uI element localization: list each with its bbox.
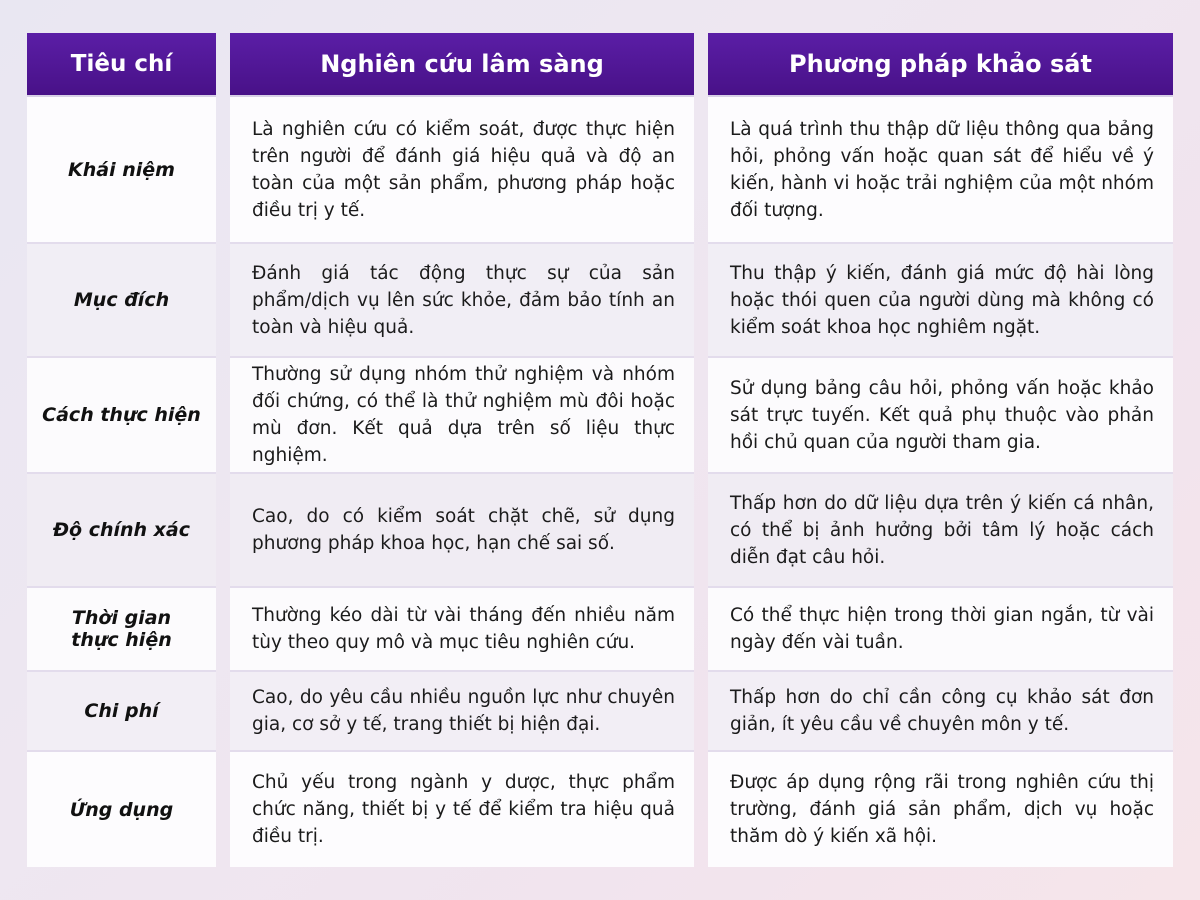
survey-cell: [708, 752, 1173, 867]
clinical-cell: [230, 358, 694, 474]
criterion-cell: Thời gian thực hiện: [27, 588, 216, 672]
survey-text: Thu thập ý kiến, đánh giá mức độ hài lòng hoặc thói quen của người dùng mà không có kiểm soát khoa học nghiêm ngặt.: [730, 262, 1154, 338]
clinical-text: Thường kéo dài từ vài tháng đến nhiều năm tùy theo quy mô và mục tiêu nghiên cứu.: [252, 605, 675, 653]
clinical-text: Chủ yếu trong ngành y dược, thực phẩm chức năng, thiết bị y tế để kiểm tra hiệu quả điều trị.: [252, 772, 675, 847]
clinical-research-column: [230, 33, 694, 867]
criteria-column: [27, 33, 216, 867]
survey-method-column: [708, 33, 1173, 867]
survey-text: Là quá trình thu thập dữ liệu thông qua bảng hỏi, phỏng vấn hoặc quan sát để hiểu về ý kiến, hành vi hoặc trải nghiệm của một nhóm đối tượng.: [730, 118, 1154, 221]
survey-text: Có thể thực hiện trong thời gian ngắn, từ vài ngày đến vài tuần.: [730, 605, 1154, 653]
clinical-cell: [230, 474, 694, 588]
header-criteria: Tiêu chí: [27, 33, 216, 97]
criterion-cell: Mục đích: [27, 244, 216, 358]
clinical-cell: [230, 244, 694, 358]
survey-text: Thấp hơn do dữ liệu dựa trên ý kiến cá nhân, có thể bị ảnh hưởng bởi tâm lý hoặc cách diễn đạt câu hỏi.: [730, 492, 1154, 568]
survey-text: Thấp hơn do chỉ cần công cụ khảo sát đơn giản, ít yêu cầu về chuyên môn y tế.: [730, 687, 1154, 735]
survey-cell: [708, 588, 1173, 672]
survey-text: Được áp dụng rộng rãi trong nghiên cứu thị trường, đánh giá sản phẩm, dịch vụ hoặc thăm dò ý kiến xã hội.: [730, 772, 1154, 847]
clinical-cell: [230, 97, 694, 244]
survey-cell: [708, 97, 1173, 244]
clinical-cell: [230, 672, 694, 752]
survey-cell: [708, 358, 1173, 474]
clinical-text: Là nghiên cứu có kiểm soát, được thực hiện trên người để đánh giá hiệu quả và độ an toàn của một sản phẩm, phương pháp hoặc điều trị y tế.: [252, 118, 675, 221]
survey-text: Sử dụng bảng câu hỏi, phỏng vấn hoặc khảo sát trực tuyến. Kết quả phụ thuộc vào phản hồi chủ quan của người tham gia.: [730, 377, 1154, 453]
criterion-cell: Chi phí: [27, 672, 216, 752]
criterion-cell: Độ chính xác: [27, 474, 216, 588]
survey-cell: [708, 244, 1173, 358]
header-survey-method: Phương pháp khảo sát: [708, 33, 1173, 97]
header-clinical-research: Nghiên cứu lâm sàng: [230, 33, 694, 97]
criterion-cell: Cách thực hiện: [27, 358, 216, 474]
criterion-cell: Ứng dụng: [27, 752, 216, 867]
clinical-text: Thường sử dụng nhóm thử nghiệm và nhóm đối chứng, có thể là thử nghiệm mù đôi hoặc mù đơn. Kết quả dựa trên số liệu thực nghiệm.: [252, 364, 675, 466]
clinical-text: Đánh giá tác động thực sự của sản phẩm/dịch vụ lên sức khỏe, đảm bảo tính an toàn và hiệu quả.: [252, 262, 675, 338]
criterion-cell: Khái niệm: [27, 97, 216, 244]
clinical-cell: [230, 588, 694, 672]
survey-cell: [708, 474, 1173, 588]
clinical-text: Cao, do có kiểm soát chặt chẽ, sử dụng phương pháp khoa học, hạn chế sai số.: [252, 506, 675, 554]
survey-cell: [708, 672, 1173, 752]
clinical-text: Cao, do yêu cầu nhiều nguồn lực như chuyên gia, cơ sở y tế, trang thiết bị hiện đại.: [252, 687, 675, 735]
clinical-cell: [230, 752, 694, 867]
